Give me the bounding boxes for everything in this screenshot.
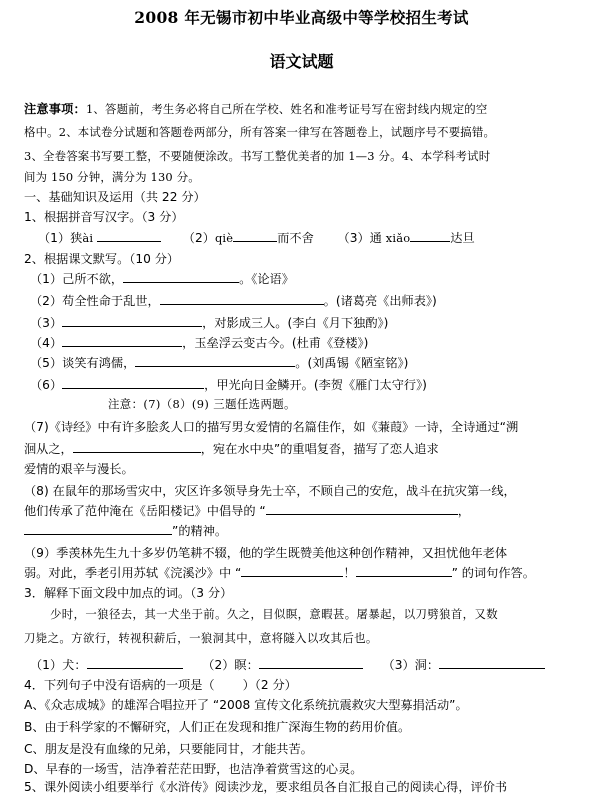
- q2-item-7-prefix: 洄从之，: [24, 442, 73, 456]
- q2-item-3-prefix: （3）: [30, 316, 63, 330]
- q2-stem: 2、根据课文默写。（10 分）: [24, 252, 180, 266]
- q2-item-2: [30, 292, 437, 309]
- q2-item-1: [30, 270, 294, 287]
- q1-items: [38, 229, 475, 246]
- q3-a-blank[interactable]: [87, 657, 183, 669]
- q2-item-2-blank[interactable]: [160, 293, 324, 305]
- q2-item-8-suffix: ”的精神。: [172, 524, 228, 538]
- q2-item-5-blank[interactable]: [135, 355, 295, 367]
- q2-item-7-blank[interactable]: [73, 441, 201, 453]
- section-heading: 一、基础知识及运用（共 22 分）: [24, 190, 206, 204]
- q2-item-3: [30, 314, 388, 331]
- q2-item-9-line-2: [24, 564, 535, 581]
- notice-label: 注意事项：: [24, 102, 86, 116]
- q2-item-3-blank[interactable]: [62, 315, 202, 327]
- q3-c-blank[interactable]: [439, 657, 545, 669]
- q3-b-blank[interactable]: [259, 657, 363, 669]
- notice-line-2: 格中。2、本试卷分试题和答题卷两部分，所有答案一律写在答题卷上，试题序号不要搞错。: [24, 125, 496, 139]
- q3-answers: [30, 656, 545, 673]
- q1-stem: 1、根据拼音写汉字。（3 分）: [24, 210, 184, 224]
- paper-subtitle: 语文试题: [269, 52, 334, 71]
- q2-item-1-prefix: （1）己所不欲，: [30, 272, 124, 286]
- q1-b-blank[interactable]: [233, 230, 277, 242]
- q5-line-1: 5、课外阅读小组要举行《水浒传》阅读沙龙，要求组员各自汇报自己的阅读心得，评价书: [24, 780, 508, 794]
- q4-stem-prefix: 4．下列句子中没有语病的一项是（: [24, 678, 215, 692]
- q2-item-9-blank-2[interactable]: [356, 565, 452, 577]
- q2-choice-note: 注意：(7)（8）(9) 三题任选两题。: [108, 397, 296, 411]
- q3-passage-line-1: 少时，一狼径去，其一犬坐于前。久之，目似瞑，意暇甚。屠暴起，以刀劈狼首，又数: [50, 607, 499, 621]
- q1-b-pinyin: qiè: [214, 231, 234, 245]
- q3-c-label: （3）洞：: [382, 658, 440, 672]
- q2-item-2-suffix: 。(诸葛亮《出师表》): [323, 294, 437, 308]
- exam-title: 2008 年无锡市初中毕业高级中等学校招生考试: [134, 8, 469, 27]
- q2-item-9-exclaim: ！: [343, 566, 356, 580]
- q1-b-prefix: （2）: [182, 231, 215, 245]
- q3-stem: 3．解释下面文段中加点的词。（3 分）: [24, 586, 233, 600]
- q2-item-8-blank-1[interactable]: [266, 503, 458, 515]
- q2-item-1-blank[interactable]: [123, 271, 239, 283]
- q2-item-8-line-2: 他们传承了范仲淹在《岳阳楼记》中倡导的 “ ，: [24, 504, 470, 518]
- q3-a-label: （1）犬：: [30, 658, 87, 672]
- q4-option-b: B、由于科学家的不懈研究，人们正在发现和推广深海生物的药用价值。: [24, 720, 411, 734]
- q2-item-4-prefix: （4）: [30, 336, 63, 350]
- q2-item-2-prefix: （2）苟全性命于乱世，: [30, 294, 160, 308]
- q2-item-4-suffix: ，玉垒浮云变古今。(杜甫《登楼》): [182, 336, 369, 350]
- q2-item-5: [30, 354, 408, 371]
- q1-c-suffix: 达旦: [450, 231, 475, 245]
- q1-c-prefix: （3）通: [337, 231, 386, 245]
- notice-line-1: [24, 100, 487, 117]
- q2-item-9-blank-1[interactable]: [241, 565, 343, 577]
- q2-item-8-line-3: [24, 522, 227, 539]
- q2-item-7-line-2: [24, 440, 439, 457]
- q4-stem: [24, 676, 297, 693]
- q2-item-6-prefix: （6）: [30, 378, 63, 392]
- q3-b-label: （2）瞑：: [202, 658, 259, 672]
- q2-item-4-blank[interactable]: [62, 335, 182, 347]
- q2-item-5-suffix: 。(刘禹锡《陋室铭》): [295, 356, 409, 370]
- q2-item-8-line-1: （8) 在鼠年的那场雪灾中，灾区许多领导身先士卒，不顾自己的安危，战斗在抗灾第一线，: [24, 484, 516, 498]
- q2-item-3-suffix: ，对影成三人。(李白《月下独酌》): [202, 316, 389, 330]
- notice-text-1: 1、答题前，考生务必将自己所在学校、姓名和准考证号写在密封线内规定的空: [85, 102, 488, 116]
- q2-item-9-suffix: ” 的词句作答。: [451, 566, 535, 580]
- q1-a-prefix: （1）狭: [38, 231, 83, 245]
- q1-b-suffix: 而不舍: [277, 231, 314, 245]
- q4-option-a: A、《众志成城》的雄浑合唱拉开了 “2008 宣传文化系统抗震救灾大型募捐活动”。: [24, 698, 468, 712]
- q1-a-pinyin: ài: [82, 231, 94, 245]
- q2-item-7-line-1: （7)《诗经》中有许多脍炙人口的描写男女爱情的名篇佳作，如《蒹葭》一诗，全诗通过“溯: [24, 420, 519, 434]
- q2-item-8-blank-2[interactable]: [24, 523, 172, 535]
- q3-passage-line-2: 刀毙之。方欲行，转视积薪后，一狼洞其中，意将隧入以攻其后也。: [24, 631, 378, 645]
- q4-option-c: C、朋友是没有血缘的兄弟，只要能同甘，才能共苦。: [24, 742, 313, 756]
- q2-item-7-suffix: ，宛在水中央”的重唱复沓，描写了恋人追求: [200, 442, 439, 456]
- notice-line-4: 间为 150 分钟，满分为 130 分。: [24, 170, 200, 184]
- q1-c-pinyin: xiǎo: [385, 231, 411, 245]
- q2-item-9-prefix: 弱。对此，季老引用苏轼《浣溪沙》中 “: [24, 566, 242, 580]
- q1-c-blank[interactable]: [410, 230, 450, 242]
- q4-option-d: D、早春的一场雪，洁净着茫茫田野，也洁净着赏雪这的心灵。: [24, 762, 363, 776]
- q2-item-9-line-1: （9）季羡林先生九十多岁仍笔耕不辍，他的学生既赞美他这种创作精神，又担忧他年老体: [24, 546, 508, 560]
- notice-line-3: 3、全卷答案书写要工整，不要随便涂改。书写工整优美者的加 1—3 分。4、本学科考试时: [24, 149, 491, 163]
- q2-item-4: [30, 334, 368, 351]
- q2-item-7-line-3: 爱情的艰辛与漫长。: [24, 462, 134, 476]
- q2-item-6-suffix: ，甲光向日金鳞开。(李贺《雁门太守行》): [204, 378, 427, 392]
- q2-item-8-prefix: 他们传承了范仲淹在《岳阳楼记》中倡导的 “: [24, 504, 266, 518]
- q2-item-6-blank[interactable]: [62, 377, 204, 389]
- q4-stem-suffix: ）（2 分）: [242, 678, 297, 692]
- q2-item-5-prefix: （5）谈笑有鸿儒，: [30, 356, 136, 370]
- q1-a-blank[interactable]: [97, 230, 161, 242]
- q2-item-6: [30, 376, 427, 393]
- q2-item-1-suffix: 。《论语》: [239, 272, 294, 286]
